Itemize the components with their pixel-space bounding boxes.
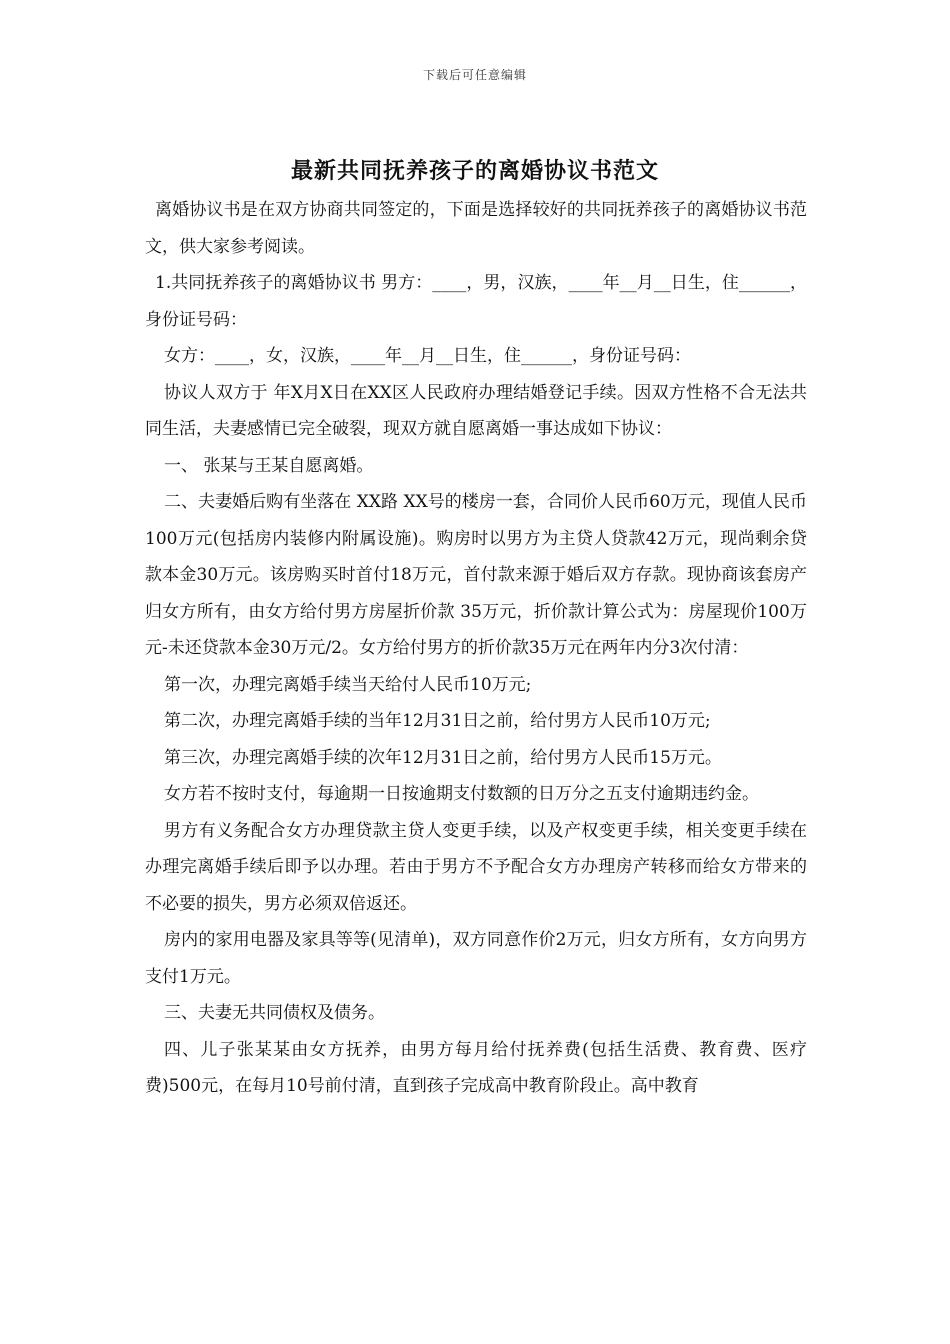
header-note: 下载后可任意编辑 bbox=[422, 68, 527, 82]
paragraph-intro: 离婚协议书是在双方协商共同签定的，下面是选择较好的共同抚养孩子的离婚协议书范文，供大家参考阅读。 bbox=[145, 200, 807, 257]
paragraph-loan-transfer: 男方有义务配合女方办理贷款主贷人变更手续，以及产权变更手续，相关变更手续在办理完离婚手续后即予以办理。若由于男方不予配合女方办理房产转移而给女方带来的不必要的损失，男方必须双倍返还。 bbox=[145, 820, 807, 914]
document-body bbox=[145, 192, 807, 1105]
paragraph-payment-2: 第二次，办理完离婚手续的当年12月31日之前，给付男方人民币10万元; bbox=[164, 711, 711, 731]
paragraph-party-male: 1.共同抚养孩子的离婚协议书 男方：____，男，汉族，____年__月__日生，住______，身份证号码： bbox=[145, 273, 807, 330]
paragraph-clause-4: 四、儿子张某某由女方抚养，由男方每月给付抚养费(包括生活费、教育费、医疗费)500元，在每月10号前付清，直到孩子完成高中教育阶段止。高中教育 bbox=[145, 1039, 807, 1096]
paragraph-payment-3: 第三次，办理完离婚手续的次年12月31日之前，给付男方人民币15万元。 bbox=[164, 747, 722, 768]
paragraph-clause-3: 三、夫妻无共同债权及债务。 bbox=[164, 1003, 385, 1023]
paragraph-party-female: 女方：____，女，汉族，____年__月__日生，住______，身份证号码： bbox=[164, 346, 691, 366]
paragraph-payment-1: 第一次，办理完离婚手续当天给付人民币10万元; bbox=[164, 674, 532, 695]
paragraph-preamble: 协议人双方于 年X月X日在XX区人民政府办理结婚登记手续。因双方性格不合无法共同生活，夫妻感情已完全破裂，现双方就自愿离婚一事达成如下协议： bbox=[145, 382, 807, 439]
document-title: 最新共同抚养孩子的离婚协议书范文 bbox=[290, 158, 659, 184]
paragraph-clause-2: 二、夫妻婚后购有坐落在 XX路 XX号的楼房一套，合同价人民币60万元，现值人民币100万元(包括房内装修内附属设施)。购房时以男方为主贷人贷款42万元，现尚剩余贷款本金30万元。该房购买时首付18万元，首付款来源于婚后双方存款。现协商该套房产归女方所有，由女方给付男方房屋折价款 35万元，折价款计算公式为：房屋现价100万元-未还贷款本金30万元/2。女方给付男方的折价款35万元在两年内分3次付清： bbox=[145, 492, 807, 658]
paragraph-late-penalty: 女方若不按时支付，每逾期一日按逾期支付数额的日万分之五支付逾期违约金。 bbox=[164, 784, 759, 804]
paragraph-furniture: 房内的家用电器及家具等等(见清单)，双方同意作价2万元，归女方所有，女方向男方支付1万元。 bbox=[145, 930, 807, 987]
paragraph-clause-1: 一、 张某与王某自愿离婚。 bbox=[164, 455, 374, 476]
